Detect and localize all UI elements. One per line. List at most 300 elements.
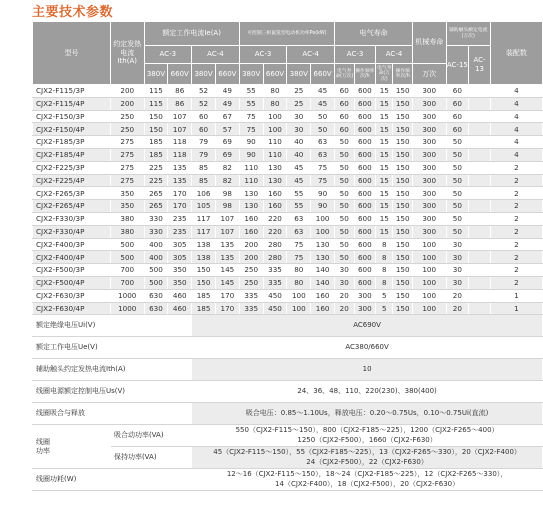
value-cell: 275 (110, 161, 144, 174)
value-cell: 250 (239, 264, 263, 277)
value-cell: 170 (215, 302, 239, 315)
model-cell: CJX2-F185/4P (33, 148, 111, 161)
value-cell: 335 (263, 264, 287, 277)
value-cell: 2 (490, 276, 542, 289)
value-cell: 2 (490, 161, 542, 174)
value-cell: 2 (490, 200, 542, 213)
value-cell: 265 (144, 187, 168, 200)
value-cell: 30 (446, 251, 469, 264)
model-cell: CJX2-F185/3P (33, 136, 111, 149)
value-cell: 300 (412, 136, 446, 149)
pull-value: 吸合电压：0.85～1.10Us，释放电压：0.20～0.75Us，0.10～0.75Ui(直流) (192, 403, 543, 425)
value-cell: 500 (144, 264, 168, 277)
value-cell: 600 (354, 276, 376, 289)
model-cell: CJX2-F500/4P (33, 276, 111, 289)
value-cell (469, 97, 491, 110)
value-cell: 185 (144, 148, 168, 161)
value-cell: 305 (168, 238, 192, 251)
value-cell: 300 (412, 212, 446, 225)
value-cell: 50 (311, 110, 335, 123)
model-cell: CJX2-F115/3P (33, 85, 111, 98)
general-params (33, 315, 543, 491)
value-cell: 500 (110, 238, 144, 251)
value-cell: 250 (239, 276, 263, 289)
value-cell: 275 (110, 174, 144, 187)
value-cell: 75 (287, 238, 311, 251)
value-cell: 69 (215, 136, 239, 149)
consume-label: 线圈功耗(W) (33, 469, 192, 491)
value-cell: 75 (311, 174, 335, 187)
value-cell: 63 (287, 225, 311, 238)
value-cell: 130 (311, 238, 335, 251)
table-row (33, 97, 543, 110)
value-cell: 275 (110, 148, 144, 161)
value-cell: 4 (490, 123, 542, 136)
header-rated-current: 额定工作电流Ie(A) (144, 22, 239, 46)
value-cell: 1000 (110, 302, 144, 315)
value-cell: 30 (446, 264, 469, 277)
value-cell: 60 (446, 110, 469, 123)
value-cell: 300 (412, 110, 446, 123)
value-cell: 100 (412, 289, 446, 302)
value-cell: 150 (393, 85, 412, 98)
value-cell: 55 (239, 97, 263, 110)
value-cell: 30 (446, 238, 469, 251)
value-cell: 110 (239, 174, 263, 187)
value-cell: 600 (354, 110, 376, 123)
value-cell: 55 (287, 187, 311, 200)
table-row (33, 187, 543, 200)
table-row (33, 264, 543, 277)
header-ac3-b: AC-3 (239, 46, 287, 64)
value-cell: 150 (393, 212, 412, 225)
value-cell: 82 (215, 174, 239, 187)
value-cell: 60 (446, 97, 469, 110)
value-cell: 460 (168, 289, 192, 302)
value-cell: 50 (446, 200, 469, 213)
value-cell: 2 (490, 225, 542, 238)
table-row (33, 161, 543, 174)
header-life-ac4-b: 操作频率次/h (393, 64, 412, 85)
model-cell: CJX2-F150/3P (33, 110, 111, 123)
value-cell: 300 (412, 200, 446, 213)
value-cell: 57 (215, 123, 239, 136)
aux-ith-value: 10 (192, 359, 543, 381)
header-v380-d: 380V (287, 64, 311, 85)
value-cell: 30 (446, 276, 469, 289)
value-cell: 150 (192, 264, 216, 277)
value-cell: 25 (287, 97, 311, 110)
value-cell: 45 (287, 161, 311, 174)
value-cell: 1000 (110, 289, 144, 302)
value-cell: 300 (412, 225, 446, 238)
coil-label-line2: 功率 (36, 446, 50, 455)
value-cell: 98 (215, 187, 239, 200)
value-cell: 150 (393, 97, 412, 110)
value-cell: 145 (215, 276, 239, 289)
value-cell: 15 (376, 187, 393, 200)
value-cell: 600 (354, 251, 376, 264)
model-cell: CJX2-F500/3P (33, 264, 111, 277)
value-cell: 50 (311, 123, 335, 136)
value-cell: 4 (490, 110, 542, 123)
value-cell: 15 (376, 85, 393, 98)
value-cell: 600 (354, 238, 376, 251)
value-cell: 160 (263, 187, 287, 200)
value-cell: 130 (311, 251, 335, 264)
value-cell: 600 (354, 148, 376, 161)
value-cell: 117 (192, 212, 216, 225)
value-cell: 50 (335, 200, 354, 213)
value-cell: 380 (110, 225, 144, 238)
value-cell: 63 (311, 136, 335, 149)
value-cell: 100 (311, 212, 335, 225)
value-cell: 45 (287, 174, 311, 187)
value-cell: 275 (110, 136, 144, 149)
value-cell: 55 (239, 85, 263, 98)
table-header (33, 22, 543, 85)
value-cell: 82 (215, 161, 239, 174)
table-row (33, 85, 543, 98)
table-row (33, 289, 543, 302)
value-cell: 250 (110, 110, 144, 123)
value-cell: 118 (168, 136, 192, 149)
value-cell: 55 (287, 200, 311, 213)
value-cell: 185 (192, 302, 216, 315)
value-cell: 110 (263, 136, 287, 149)
header-power: 可控制三相鼠笼型电动机功率Pe(kW) (239, 22, 334, 46)
value-cell: 50 (446, 225, 469, 238)
value-cell: 118 (168, 148, 192, 161)
value-cell: 100 (412, 264, 446, 277)
value-cell: 20 (446, 302, 469, 315)
header-v380-c: 380V (239, 64, 263, 85)
value-cell: 335 (263, 276, 287, 289)
hold-power-line1: 45（CJX2-F115～150），55（CJX2-F185～225），13（CJX2-F265～330），20（CJX2-F400） (213, 448, 521, 457)
value-cell: 15 (376, 97, 393, 110)
coil-power-label (33, 425, 111, 469)
value-cell: 30 (335, 276, 354, 289)
header-mech-life-unit: 万次 (412, 64, 446, 85)
value-cell: 100 (412, 302, 446, 315)
value-cell: 60 (446, 123, 469, 136)
value-cell: 15 (376, 174, 393, 187)
value-cell: 45 (311, 97, 335, 110)
table-row (33, 238, 543, 251)
value-cell: 600 (354, 212, 376, 225)
value-cell: 45 (311, 85, 335, 98)
value-cell: 2 (490, 174, 542, 187)
value-cell: 100 (412, 276, 446, 289)
value-cell: 115 (144, 85, 168, 98)
value-cell: 160 (263, 200, 287, 213)
value-cell: 5 (376, 289, 393, 302)
value-cell: 330 (144, 225, 168, 238)
model-cell: CJX2-F265/3P (33, 187, 111, 200)
header-ac3-a: AC-3 (144, 46, 192, 64)
value-cell: 200 (110, 97, 144, 110)
value-cell: 170 (168, 187, 192, 200)
value-cell: 150 (393, 302, 412, 315)
start-power-line2: 1250（CJX2-F500），1660（CJX2-F630） (297, 435, 437, 444)
value-cell: 250 (110, 123, 144, 136)
model-cell: CJX2-F630/3P (33, 289, 111, 302)
value-cell: 1 (490, 289, 542, 302)
table-body (33, 85, 543, 315)
consume-line2: 14（CJX2-F400），18（CJX2-F500），20（CJX2-F630） (275, 479, 460, 488)
value-cell: 49 (215, 97, 239, 110)
model-cell: CJX2-F400/4P (33, 251, 111, 264)
value-cell: 79 (192, 136, 216, 149)
value-cell: 15 (376, 161, 393, 174)
value-cell: 300 (412, 123, 446, 136)
us-label: 线圈电源额定控制电压Us(V) (33, 381, 192, 403)
value-cell: 460 (168, 302, 192, 315)
value-cell: 600 (354, 200, 376, 213)
value-cell: 105 (192, 200, 216, 213)
value-cell: 8 (376, 276, 393, 289)
value-cell: 50 (335, 136, 354, 149)
value-cell: 50 (446, 161, 469, 174)
value-cell: 170 (215, 289, 239, 302)
value-cell: 52 (192, 97, 216, 110)
ui-value: AC690V (192, 315, 543, 337)
value-cell: 79 (192, 148, 216, 161)
value-cell: 350 (110, 187, 144, 200)
value-cell: 300 (412, 97, 446, 110)
value-cell: 150 (393, 136, 412, 149)
value-cell: 50 (335, 251, 354, 264)
value-cell: 350 (110, 200, 144, 213)
value-cell: 60 (335, 110, 354, 123)
value-cell: 40 (287, 148, 311, 161)
value-cell: 50 (446, 174, 469, 187)
table-row (33, 302, 543, 315)
value-cell: 15 (376, 225, 393, 238)
hold-power-value (192, 447, 543, 469)
value-cell: 150 (144, 123, 168, 136)
value-cell: 220 (263, 212, 287, 225)
value-cell: 90 (239, 148, 263, 161)
us-value: 24、36、48、110、220(230)、380(400) (192, 381, 543, 403)
value-cell: 130 (239, 187, 263, 200)
value-cell: 30 (287, 123, 311, 136)
aux-ith-label: 辅助触头约定发热电流Ith(A) (33, 359, 192, 381)
value-cell: 1 (490, 302, 542, 315)
value-cell (469, 110, 491, 123)
value-cell: 60 (335, 123, 354, 136)
value-cell: 400 (144, 238, 168, 251)
value-cell: 265 (144, 200, 168, 213)
value-cell: 2 (490, 264, 542, 277)
value-cell: 100 (412, 251, 446, 264)
value-cell (469, 238, 491, 251)
value-cell (469, 225, 491, 238)
value-cell: 138 (192, 251, 216, 264)
value-cell: 90 (239, 136, 263, 149)
value-cell (469, 264, 491, 277)
value-cell: 50 (335, 161, 354, 174)
value-cell (469, 85, 491, 98)
value-cell (469, 212, 491, 225)
value-cell: 50 (446, 212, 469, 225)
value-cell: 600 (354, 174, 376, 187)
value-cell: 300 (354, 289, 376, 302)
table-row (33, 148, 543, 161)
value-cell (469, 302, 491, 315)
value-cell: 85 (192, 161, 216, 174)
value-cell: 300 (354, 302, 376, 315)
value-cell: 150 (393, 123, 412, 136)
value-cell: 335 (239, 302, 263, 315)
header-v660-a: 660V (168, 64, 192, 85)
value-cell: 300 (412, 174, 446, 187)
value-cell: 500 (144, 276, 168, 289)
value-cell: 225 (144, 174, 168, 187)
value-cell (469, 251, 491, 264)
value-cell (469, 276, 491, 289)
value-cell: 380 (110, 212, 144, 225)
header-v380-b: 380V (192, 64, 216, 85)
header-life-ac3-b: 操作频率次/h (354, 64, 376, 85)
value-cell: 98 (215, 200, 239, 213)
coil-label-line1: 线圈 (36, 438, 50, 447)
value-cell: 115 (144, 97, 168, 110)
value-cell: 60 (335, 85, 354, 98)
value-cell (469, 136, 491, 149)
value-cell: 150 (393, 174, 412, 187)
value-cell: 130 (263, 161, 287, 174)
value-cell: 150 (393, 148, 412, 161)
value-cell: 80 (263, 97, 287, 110)
ue-value: AC380/660V (192, 337, 543, 359)
value-cell: 280 (263, 238, 287, 251)
value-cell: 100 (287, 302, 311, 315)
value-cell: 4 (490, 148, 542, 161)
header-v660-b: 660V (215, 64, 239, 85)
value-cell: 4 (490, 85, 542, 98)
value-cell: 50 (446, 187, 469, 200)
value-cell: 49 (215, 85, 239, 98)
value-cell: 50 (335, 187, 354, 200)
value-cell: 145 (215, 264, 239, 277)
value-cell: 700 (110, 264, 144, 277)
value-cell: 50 (335, 174, 354, 187)
value-cell: 107 (168, 123, 192, 136)
value-cell: 700 (110, 276, 144, 289)
value-cell: 4 (490, 97, 542, 110)
table-row (33, 212, 543, 225)
header-life-ac3-a: 电气寿命(万次) (335, 64, 354, 85)
value-cell: 67 (215, 110, 239, 123)
value-cell: 50 (335, 238, 354, 251)
value-cell: 160 (311, 302, 335, 315)
value-cell: 100 (412, 238, 446, 251)
value-cell: 107 (215, 212, 239, 225)
value-cell: 63 (311, 148, 335, 161)
value-cell: 90 (311, 200, 335, 213)
value-cell: 350 (168, 276, 192, 289)
value-cell: 50 (446, 136, 469, 149)
table-row (33, 251, 543, 264)
header-aux-ac15: AC-15 (446, 46, 469, 85)
value-cell: 2 (490, 187, 542, 200)
value-cell (469, 174, 491, 187)
value-cell: 86 (168, 85, 192, 98)
value-cell: 630 (144, 289, 168, 302)
start-power-line1: 550（CJX2-F115～150），800（CJX2-F185～225），1200（CJX2-F265～400） (235, 426, 499, 435)
value-cell: 25 (287, 85, 311, 98)
value-cell: 106 (192, 187, 216, 200)
table-row (33, 136, 543, 149)
value-cell: 60 (335, 97, 354, 110)
value-cell: 600 (354, 225, 376, 238)
value-cell: 110 (263, 148, 287, 161)
value-cell: 52 (192, 85, 216, 98)
start-power-value (192, 425, 543, 447)
value-cell: 15 (376, 123, 393, 136)
value-cell: 600 (354, 97, 376, 110)
value-cell (469, 200, 491, 213)
value-cell: 150 (393, 200, 412, 213)
value-cell: 20 (335, 289, 354, 302)
value-cell: 4 (490, 136, 542, 149)
value-cell: 100 (287, 289, 311, 302)
header-model: 型号 (33, 22, 111, 85)
value-cell: 335 (239, 289, 263, 302)
value-cell: 150 (393, 289, 412, 302)
value-cell: 60 (446, 85, 469, 98)
value-cell: 30 (287, 110, 311, 123)
model-cell: CJX2-F115/4P (33, 97, 111, 110)
value-cell: 150 (393, 238, 412, 251)
value-cell: 235 (168, 212, 192, 225)
start-power-label: 吸合动功率(VA) (110, 425, 191, 447)
value-cell: 160 (239, 225, 263, 238)
value-cell: 150 (393, 161, 412, 174)
value-cell: 400 (144, 251, 168, 264)
value-cell: 170 (168, 200, 192, 213)
table-row (33, 123, 543, 136)
value-cell: 600 (354, 136, 376, 149)
value-cell: 150 (393, 251, 412, 264)
value-cell: 107 (215, 225, 239, 238)
value-cell: 86 (168, 97, 192, 110)
model-cell: CJX2-F225/3P (33, 161, 111, 174)
value-cell: 300 (412, 187, 446, 200)
value-cell: 500 (110, 251, 144, 264)
value-cell: 135 (215, 238, 239, 251)
value-cell: 60 (192, 110, 216, 123)
value-cell: 600 (354, 161, 376, 174)
value-cell: 305 (168, 251, 192, 264)
value-cell: 150 (393, 276, 412, 289)
value-cell: 150 (144, 110, 168, 123)
value-cell: 75 (311, 161, 335, 174)
value-cell (469, 148, 491, 161)
value-cell: 80 (287, 264, 311, 277)
value-cell: 85 (192, 174, 216, 187)
model-cell: CJX2-F265/4P (33, 200, 111, 213)
value-cell: 200 (110, 85, 144, 98)
value-cell: 150 (393, 187, 412, 200)
header-elec-life: 电气寿命 (335, 22, 413, 46)
value-cell: 75 (287, 251, 311, 264)
header-v380-a: 380V (144, 64, 168, 85)
model-cell: CJX2-F630/4P (33, 302, 111, 315)
value-cell: 185 (144, 136, 168, 149)
consume-value (192, 469, 543, 491)
